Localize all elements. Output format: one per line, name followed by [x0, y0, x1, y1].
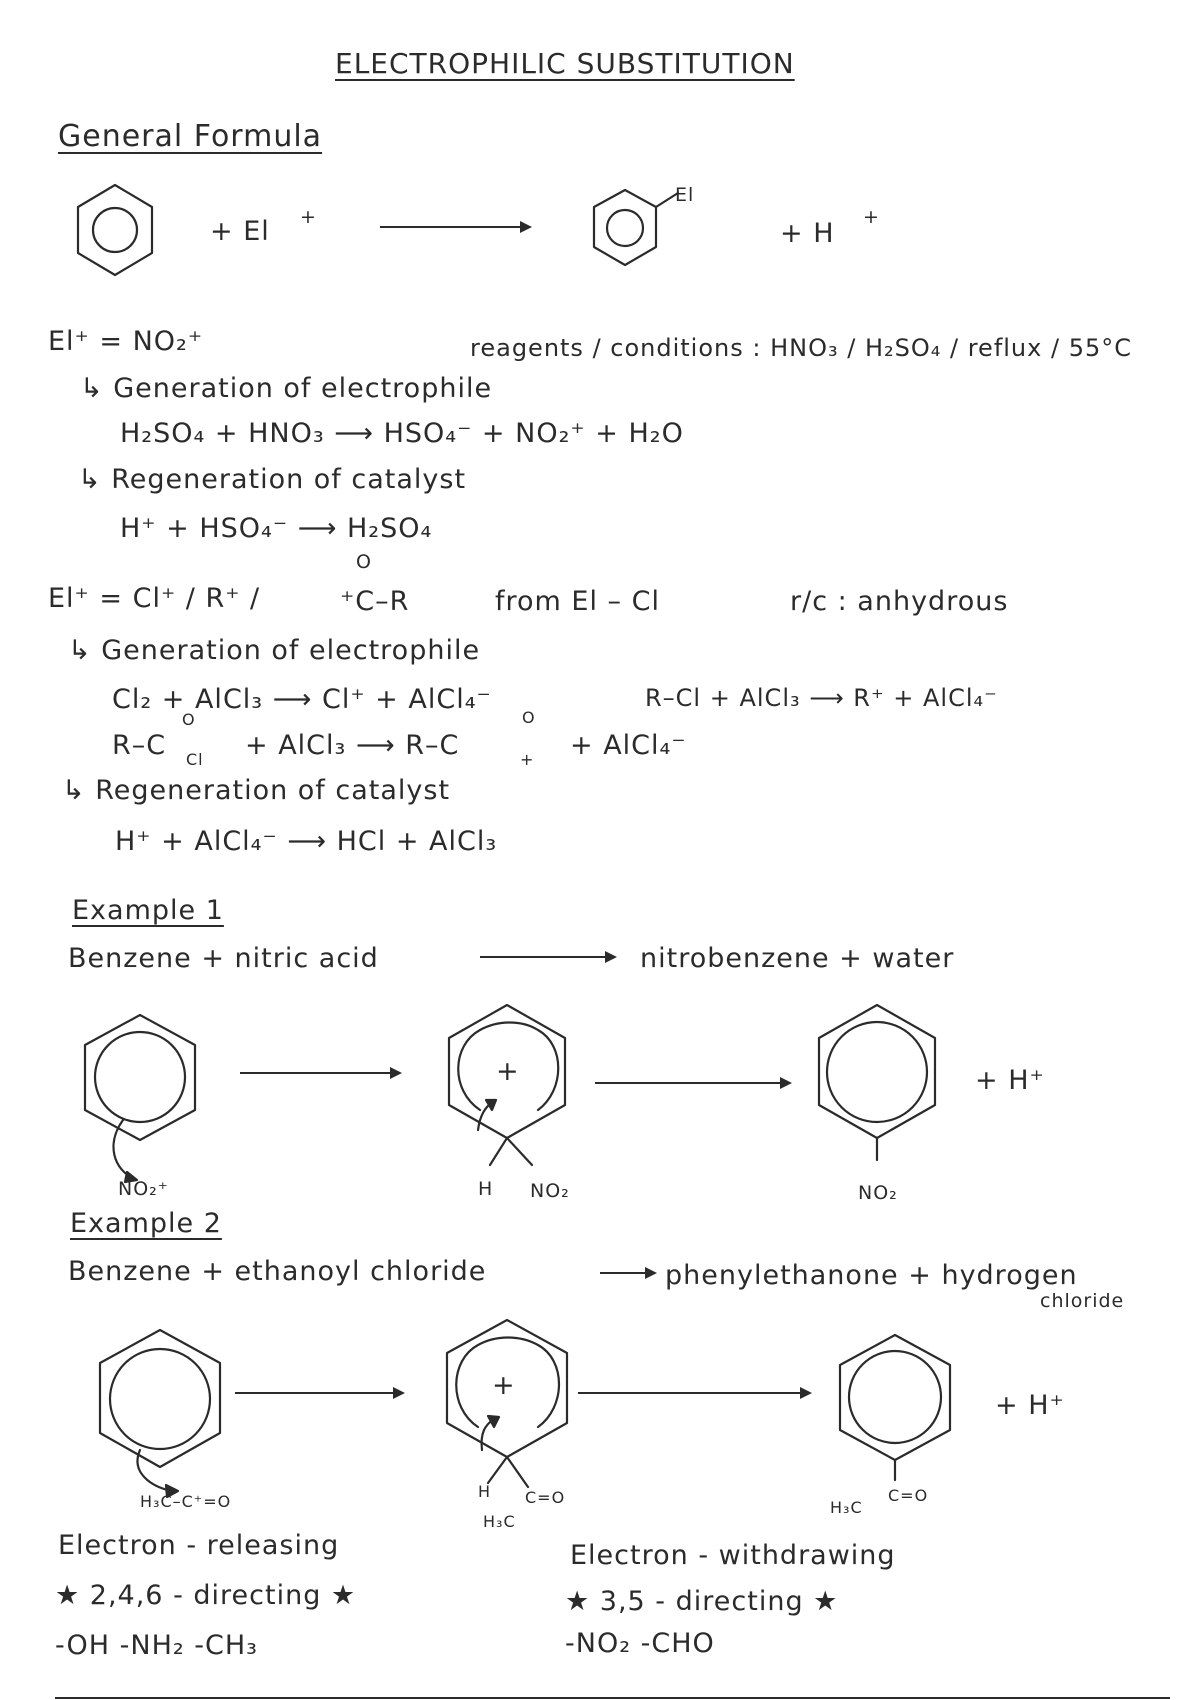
- general-h-charge: +: [863, 206, 880, 228]
- example-2-products-line-2: chloride: [1040, 1290, 1125, 1312]
- example-1-intermediate-no2: NO₂: [530, 1180, 570, 1202]
- friedel-electrophile: El⁺ = Cl⁺ / R⁺ /: [48, 583, 261, 614]
- arenium-intermediate-icon: [440, 1315, 575, 1505]
- benzene-ring-icon: [90, 1325, 230, 1505]
- example-2-intermediate-h3c: H₃C: [483, 1512, 516, 1531]
- phenylethanone-icon: [830, 1330, 960, 1500]
- friedel-conditions: r/c : anhydrous: [790, 586, 1009, 617]
- friedel-eq3-middle: + AlCl₃ ⟶ R–C: [245, 730, 460, 761]
- withdrawing-groups: -NO₂ -CHO: [565, 1628, 715, 1659]
- electron-releasing-title: Electron - releasing: [58, 1530, 340, 1561]
- friedel-equation-1: Cl₂ + AlCl₃ ⟶ Cl⁺ + AlCl₄⁻: [112, 684, 492, 715]
- page-title: ELECTROPHILIC SUBSTITUTION: [335, 47, 795, 80]
- friedel-eq3-right: + AlCl₄⁻: [570, 730, 687, 761]
- reaction-arrow-icon: [578, 1392, 810, 1394]
- substituent-label: El: [675, 184, 695, 206]
- reaction-arrow-icon: [595, 1082, 790, 1084]
- general-plus-h: + H: [780, 218, 835, 249]
- releasing-directing: ★ 2,4,6 - directing ★: [55, 1580, 357, 1611]
- page-bottom-divider: [55, 1697, 1170, 1699]
- example-1-plus-h: + H⁺: [975, 1065, 1045, 1096]
- reaction-arrow-icon: [235, 1392, 403, 1394]
- acyl-oxygen: O: [356, 551, 372, 573]
- nitration-reagents: reagents / conditions : HNO₃ / H₂SO₄ / reflux / 55°C: [470, 334, 1132, 362]
- reaction-arrow-icon: [380, 226, 530, 228]
- example-1-heading: Example 1: [72, 895, 224, 926]
- example-2-word-arrow-icon: [600, 1272, 655, 1274]
- friedel-regeneration-equation: H⁺ + AlCl₄⁻ ⟶ HCl + AlCl₃: [115, 826, 498, 857]
- general-formula-heading: General Formula: [58, 119, 323, 154]
- nitration-regeneration-equation: H⁺ + HSO₄⁻ ⟶ H₂SO₄: [120, 513, 433, 544]
- example-1-positive-charge: +: [496, 1056, 520, 1087]
- friedel-equation-2: R–Cl + AlCl₃ ⟶ R⁺ + AlCl₄⁻: [645, 684, 998, 712]
- example-2-plus-h: + H⁺: [995, 1390, 1065, 1421]
- releasing-groups: -OH -NH₂ -CH₃: [55, 1630, 259, 1661]
- nitration-generation-heading: ↳ Generation of electrophile: [80, 373, 493, 404]
- friedel-eq3-oxygen-2: O: [522, 708, 536, 727]
- acylium-ion: H₃C–C⁺=O: [140, 1492, 232, 1511]
- arenium-intermediate-icon: [440, 1000, 575, 1185]
- nitrobenzene-no2: NO₂: [858, 1182, 898, 1204]
- example-2-intermediate-h: H: [478, 1482, 492, 1501]
- friedel-eq3-left: R–C: [112, 730, 167, 761]
- example-2-reactants: Benzene + ethanoyl chloride: [68, 1256, 487, 1287]
- friedel-generation-heading: ↳ Generation of electrophile: [68, 635, 481, 666]
- nitronium-label: NO₂⁺: [118, 1178, 169, 1200]
- general-plus-el: + El: [210, 216, 270, 247]
- friedel-eq3-plus: +: [520, 750, 535, 769]
- general-el-charge: +: [300, 206, 317, 228]
- example-2-heading: Example 2: [70, 1208, 222, 1239]
- nitration-electrophile: El⁺ = NO₂⁺: [48, 326, 204, 357]
- nitration-generation-equation: H₂SO₄ + HNO₃ ⟶ HSO₄⁻ + NO₂⁺ + H₂O: [120, 418, 684, 449]
- benzene-ring-icon: [75, 1010, 205, 1185]
- example-1-products: nitrobenzene + water: [640, 943, 955, 974]
- product-methyl: H₃C: [830, 1498, 863, 1517]
- example-1-word-arrow-icon: [480, 956, 615, 958]
- reaction-arrow-icon: [240, 1072, 400, 1074]
- electron-withdrawing-title: Electron - withdrawing: [570, 1540, 896, 1571]
- friedel-regeneration-heading: ↳ Regeneration of catalyst: [62, 775, 451, 806]
- example-1-intermediate-h: H: [478, 1178, 494, 1200]
- product-carbonyl: C=O: [888, 1486, 929, 1505]
- example-2-intermediate-co: C=O: [525, 1488, 566, 1507]
- withdrawing-directing: ★ 3,5 - directing ★: [565, 1586, 839, 1617]
- friedel-eq3-chlorine: Cl: [186, 750, 204, 769]
- nitrobenzene-icon: [810, 1000, 945, 1185]
- example-2-positive-charge: +: [492, 1370, 516, 1401]
- example-1-reactants: Benzene + nitric acid: [68, 943, 379, 974]
- example-2-products: phenylethanone + hydrogen: [665, 1260, 1078, 1291]
- nitration-regeneration-heading: ↳ Regeneration of catalyst: [78, 464, 467, 495]
- acyl-fragment: ⁺C–R: [340, 586, 410, 617]
- friedel-eq3-oxygen: O: [182, 710, 196, 729]
- friedel-from: from El – Cl: [495, 586, 660, 617]
- benzene-ring-icon: [70, 180, 160, 280]
